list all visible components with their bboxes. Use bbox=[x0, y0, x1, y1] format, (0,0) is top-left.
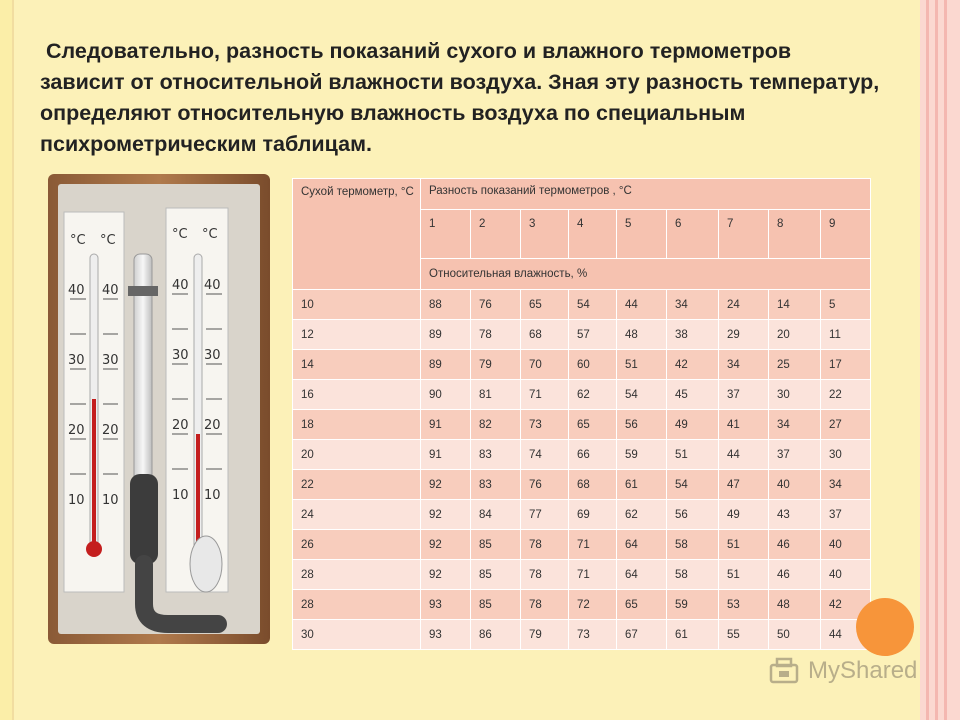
table-row bbox=[293, 320, 871, 350]
humidity-cell: 42 bbox=[667, 350, 719, 380]
humidity-cell: 51 bbox=[719, 560, 769, 590]
humidity-cell: 24 bbox=[719, 290, 769, 320]
humidity-cell: 40 bbox=[769, 470, 821, 500]
humidity-cell: 89 bbox=[421, 350, 471, 380]
humidity-cell: 60 bbox=[569, 350, 617, 380]
dry-temperature-cell: 16 bbox=[293, 380, 421, 410]
humidity-cell: 78 bbox=[521, 590, 569, 620]
psychrometer-image bbox=[48, 174, 270, 644]
svg-text:10: 10 bbox=[172, 488, 189, 503]
humidity-cell: 42 bbox=[821, 590, 871, 620]
humidity-cell: 50 bbox=[769, 620, 821, 650]
table-row bbox=[293, 620, 871, 650]
humidity-cell: 34 bbox=[667, 290, 719, 320]
difference-value-cell: 4 bbox=[569, 210, 617, 259]
dry-temperature-cell: 30 bbox=[293, 620, 421, 650]
svg-text:40: 40 bbox=[68, 283, 85, 298]
humidity-cell: 40 bbox=[821, 560, 871, 590]
humidity-cell: 27 bbox=[821, 410, 871, 440]
dry-temperature-cell: 20 bbox=[293, 440, 421, 470]
svg-text:20: 20 bbox=[102, 423, 119, 438]
humidity-cell: 65 bbox=[521, 290, 569, 320]
humidity-cell: 11 bbox=[821, 320, 871, 350]
humidity-cell: 55 bbox=[719, 620, 769, 650]
humidity-cell: 58 bbox=[667, 530, 719, 560]
svg-text:°C: °C bbox=[202, 227, 218, 242]
humidity-cell: 73 bbox=[569, 620, 617, 650]
humidity-cell: 38 bbox=[667, 320, 719, 350]
humidity-cell: 65 bbox=[569, 410, 617, 440]
humidity-cell: 44 bbox=[821, 620, 871, 650]
humidity-cell: 73 bbox=[521, 410, 569, 440]
humidity-cell: 71 bbox=[569, 530, 617, 560]
svg-text:20: 20 bbox=[68, 423, 85, 438]
humidity-cell: 92 bbox=[421, 530, 471, 560]
humidity-cell: 17 bbox=[821, 350, 871, 380]
humidity-cell: 25 bbox=[769, 350, 821, 380]
humidity-cell: 84 bbox=[471, 500, 521, 530]
svg-text:°C: °C bbox=[100, 233, 116, 248]
table-row bbox=[293, 410, 871, 440]
svg-text:30: 30 bbox=[172, 348, 189, 363]
humidity-cell: 85 bbox=[471, 560, 521, 590]
humidity-cell: 70 bbox=[521, 350, 569, 380]
humidity-cell: 82 bbox=[471, 410, 521, 440]
dry-temperature-cell: 28 bbox=[293, 590, 421, 620]
difference-header: Разность показаний термометров , °С bbox=[421, 179, 871, 210]
table-row bbox=[293, 530, 871, 560]
dry-temperature-cell: 26 bbox=[293, 530, 421, 560]
dry-temperature-cell: 24 bbox=[293, 500, 421, 530]
humidity-cell: 90 bbox=[421, 380, 471, 410]
difference-value-cell: 6 bbox=[667, 210, 719, 259]
table-row bbox=[293, 560, 871, 590]
humidity-cell: 92 bbox=[421, 560, 471, 590]
humidity-cell: 93 bbox=[421, 620, 471, 650]
humidity-cell: 51 bbox=[667, 440, 719, 470]
humidity-cell: 85 bbox=[471, 590, 521, 620]
humidity-cell: 79 bbox=[521, 620, 569, 650]
humidity-cell: 37 bbox=[769, 440, 821, 470]
humidity-cell: 58 bbox=[667, 560, 719, 590]
humidity-cell: 65 bbox=[617, 590, 667, 620]
unit-label-icon: °C bbox=[70, 233, 86, 248]
dry-temperature-cell: 22 bbox=[293, 470, 421, 500]
humidity-cell: 48 bbox=[617, 320, 667, 350]
humidity-cell: 20 bbox=[769, 320, 821, 350]
humidity-cell: 29 bbox=[719, 320, 769, 350]
humidity-cell: 34 bbox=[719, 350, 769, 380]
humidity-cell: 49 bbox=[719, 500, 769, 530]
difference-value-cell: 7 bbox=[719, 210, 769, 259]
humidity-cell: 34 bbox=[769, 410, 821, 440]
difference-value-cell: 8 bbox=[769, 210, 821, 259]
svg-text:20: 20 bbox=[204, 418, 221, 433]
humidity-cell: 54 bbox=[617, 380, 667, 410]
humidity-cell: 56 bbox=[667, 500, 719, 530]
humidity-cell: 64 bbox=[617, 560, 667, 590]
humidity-cell: 51 bbox=[617, 350, 667, 380]
humidity-cell: 44 bbox=[719, 440, 769, 470]
humidity-cell: 86 bbox=[471, 620, 521, 650]
humidity-cell: 40 bbox=[821, 530, 871, 560]
humidity-cell: 83 bbox=[471, 470, 521, 500]
humidity-cell: 89 bbox=[421, 320, 471, 350]
difference-value-cell: 9 bbox=[821, 210, 871, 259]
svg-text:°C: °C bbox=[172, 227, 188, 242]
svg-text:30: 30 bbox=[68, 353, 85, 368]
svg-text:40: 40 bbox=[102, 283, 119, 298]
humidity-cell: 30 bbox=[821, 440, 871, 470]
humidity-cell: 92 bbox=[421, 470, 471, 500]
humidity-cell: 62 bbox=[569, 380, 617, 410]
psychrometric-table bbox=[292, 178, 871, 650]
humidity-cell: 93 bbox=[421, 590, 471, 620]
humidity-cell: 59 bbox=[617, 440, 667, 470]
humidity-cell: 34 bbox=[821, 470, 871, 500]
humidity-cell: 71 bbox=[569, 560, 617, 590]
humidity-cell: 30 bbox=[769, 380, 821, 410]
dry-temperature-cell: 28 bbox=[293, 560, 421, 590]
humidity-cell: 69 bbox=[569, 500, 617, 530]
svg-text:20: 20 bbox=[172, 418, 189, 433]
svg-text:10: 10 bbox=[102, 493, 119, 508]
humidity-cell: 88 bbox=[421, 290, 471, 320]
humidity-cell: 61 bbox=[617, 470, 667, 500]
humidity-cell: 72 bbox=[569, 590, 617, 620]
humidity-cell: 46 bbox=[769, 560, 821, 590]
humidity-cell: 78 bbox=[521, 560, 569, 590]
humidity-cell: 43 bbox=[769, 500, 821, 530]
difference-value-cell: 5 bbox=[617, 210, 667, 259]
svg-text:40: 40 bbox=[204, 278, 221, 293]
humidity-cell: 66 bbox=[569, 440, 617, 470]
humidity-cell: 37 bbox=[719, 380, 769, 410]
dry-temperature-cell: 18 bbox=[293, 410, 421, 440]
watermark-text: MyShared bbox=[808, 657, 918, 684]
humidity-cell: 45 bbox=[667, 380, 719, 410]
svg-text:40: 40 bbox=[172, 278, 189, 293]
humidity-cell: 67 bbox=[617, 620, 667, 650]
slide-heading: Следовательно, разность показаний сухого и влажного термометров зависит от относительной влажности воздуха. Зная эту разность температур, определяют относительную влажность воздуха по специальным психрометрическим таблицам. bbox=[40, 39, 880, 156]
humidity-cell: 74 bbox=[521, 440, 569, 470]
decorative-stripes bbox=[920, 0, 960, 720]
humidity-cell: 79 bbox=[471, 350, 521, 380]
humidity-cell: 92 bbox=[421, 500, 471, 530]
humidity-cell: 51 bbox=[719, 530, 769, 560]
humidity-cell: 46 bbox=[769, 530, 821, 560]
humidity-cell: 91 bbox=[421, 410, 471, 440]
humidity-cell: 59 bbox=[667, 590, 719, 620]
humidity-cell: 91 bbox=[421, 440, 471, 470]
humidity-cell: 49 bbox=[667, 410, 719, 440]
humidity-cell: 41 bbox=[719, 410, 769, 440]
humidity-cell: 56 bbox=[617, 410, 667, 440]
decorative-circle bbox=[856, 598, 914, 656]
table-body bbox=[293, 290, 871, 650]
humidity-cell: 77 bbox=[521, 500, 569, 530]
humidity-cell: 54 bbox=[667, 470, 719, 500]
humidity-cell: 44 bbox=[617, 290, 667, 320]
svg-text:30: 30 bbox=[204, 348, 221, 363]
svg-text:10: 10 bbox=[68, 493, 85, 508]
humidity-cell: 53 bbox=[719, 590, 769, 620]
svg-text:10: 10 bbox=[204, 488, 221, 503]
difference-value-cell: 2 bbox=[471, 210, 521, 259]
dry-temperature-cell: 10 bbox=[293, 290, 421, 320]
humidity-cell: 14 bbox=[769, 290, 821, 320]
dry-temperature-cell: 14 bbox=[293, 350, 421, 380]
humidity-cell: 85 bbox=[471, 530, 521, 560]
humidity-cell: 76 bbox=[521, 470, 569, 500]
humidity-cell: 62 bbox=[617, 500, 667, 530]
humidity-cell: 54 bbox=[569, 290, 617, 320]
humidity-cell: 64 bbox=[617, 530, 667, 560]
humidity-cell: 61 bbox=[667, 620, 719, 650]
table-row bbox=[293, 350, 871, 380]
table-row bbox=[293, 470, 871, 500]
humidity-cell: 71 bbox=[521, 380, 569, 410]
table-row bbox=[293, 440, 871, 470]
difference-value-cell: 3 bbox=[521, 210, 569, 259]
humidity-cell: 76 bbox=[471, 290, 521, 320]
humidity-cell: 47 bbox=[719, 470, 769, 500]
difference-value-cell: 1 bbox=[421, 210, 471, 259]
humidity-cell: 5 bbox=[821, 290, 871, 320]
table-row bbox=[293, 500, 871, 530]
humidity-cell: 68 bbox=[521, 320, 569, 350]
humidity-cell: 78 bbox=[471, 320, 521, 350]
humidity-cell: 83 bbox=[471, 440, 521, 470]
watermark bbox=[768, 656, 917, 686]
svg-text:30: 30 bbox=[102, 353, 119, 368]
watermark-logo-icon bbox=[768, 656, 802, 686]
humidity-cell: 81 bbox=[471, 380, 521, 410]
humidity-cell: 68 bbox=[569, 470, 617, 500]
table-row bbox=[293, 380, 871, 410]
humidity-cell: 57 bbox=[569, 320, 617, 350]
humidity-header: Относительная влажность, % bbox=[421, 259, 871, 290]
humidity-cell: 48 bbox=[769, 590, 821, 620]
humidity-cell: 78 bbox=[521, 530, 569, 560]
dry-temperature-cell: 12 bbox=[293, 320, 421, 350]
humidity-cell: 22 bbox=[821, 380, 871, 410]
table-row bbox=[293, 290, 871, 320]
dry-thermometer-header: Сухой термометр, °С bbox=[293, 179, 421, 290]
table-row bbox=[293, 590, 871, 620]
humidity-cell: 37 bbox=[821, 500, 871, 530]
